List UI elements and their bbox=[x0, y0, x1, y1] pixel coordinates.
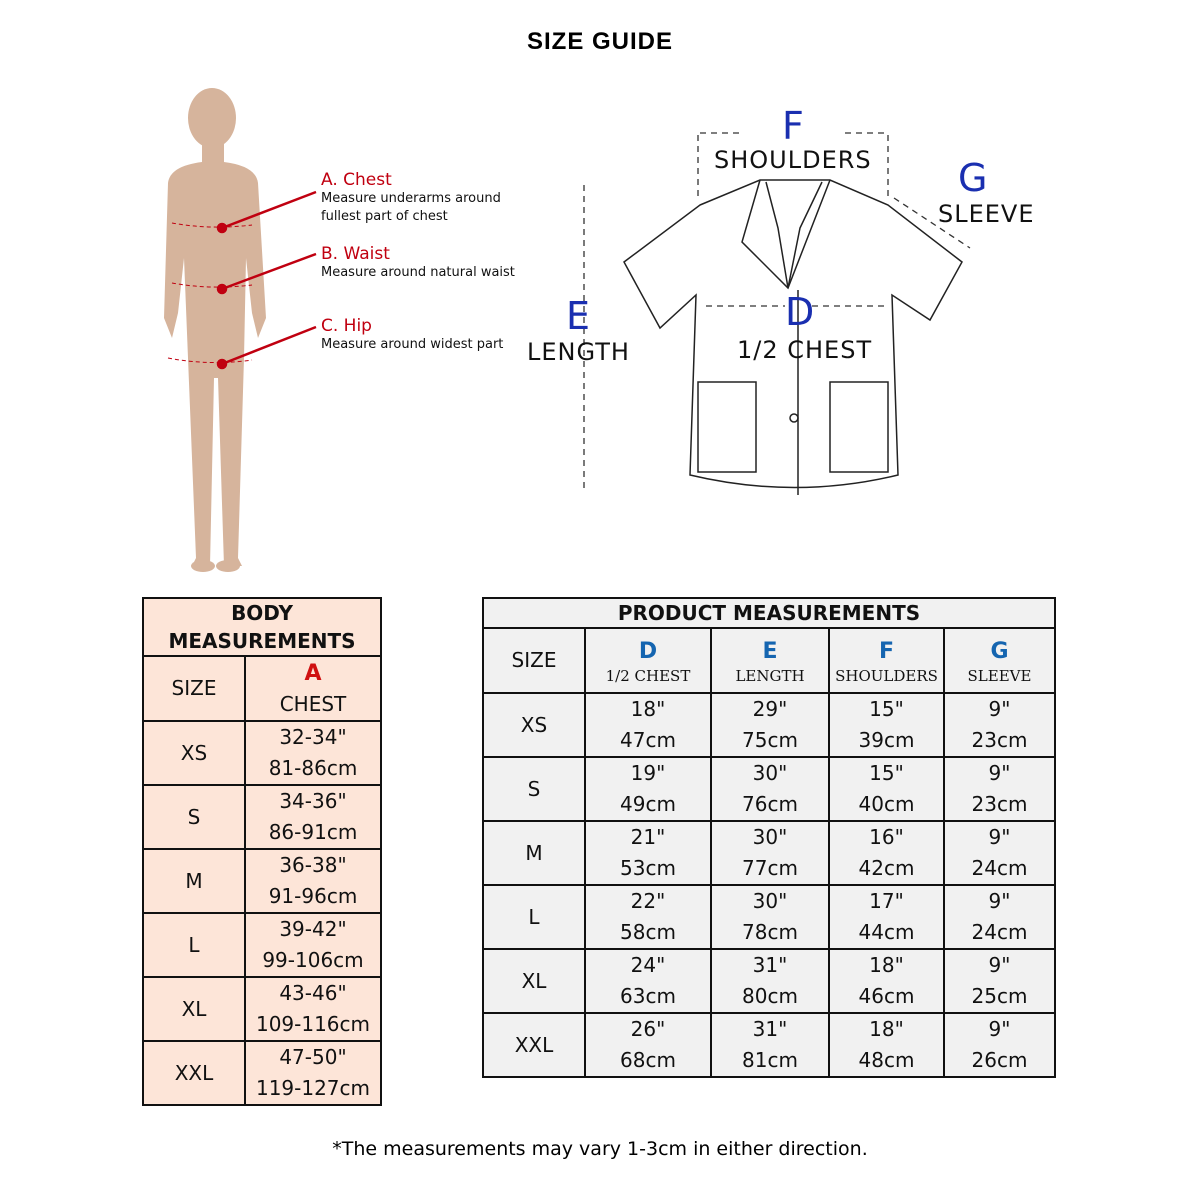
col-letter: E bbox=[762, 639, 778, 664]
table-cell bbox=[483, 821, 585, 885]
col-header bbox=[944, 628, 1055, 693]
table-cell bbox=[944, 949, 1055, 1013]
cell-value: 24cm bbox=[971, 856, 1028, 880]
annotation-desc: Measure around widest part bbox=[321, 337, 504, 352]
cell-value: 23cm bbox=[971, 792, 1028, 816]
annotation-desc: fullest part of chest bbox=[321, 209, 448, 224]
table-cell bbox=[829, 757, 944, 821]
cell-value: XL bbox=[521, 968, 547, 993]
table-row bbox=[483, 885, 1055, 949]
cell-value: 24cm bbox=[971, 920, 1028, 944]
col-letter: F bbox=[878, 639, 895, 664]
table-row bbox=[143, 913, 381, 977]
cell-value: 76cm bbox=[742, 792, 798, 816]
cell-value: S bbox=[527, 776, 541, 801]
annotation-chest bbox=[321, 170, 501, 226]
table-cell bbox=[245, 977, 381, 1041]
cell-value: 9" bbox=[988, 953, 1011, 977]
cell-value: 81-86cm bbox=[268, 756, 358, 780]
label-f: F bbox=[782, 104, 804, 148]
table-row bbox=[143, 1041, 381, 1105]
cell-value: 9" bbox=[988, 1017, 1011, 1041]
cell-value: XL bbox=[181, 996, 207, 1021]
table-row bbox=[143, 977, 381, 1041]
table-cell bbox=[483, 1013, 585, 1077]
annotation-waist bbox=[321, 244, 515, 282]
table-title: BODY MEASUREMENTS bbox=[143, 598, 381, 656]
table-cell bbox=[585, 885, 711, 949]
cell-value: 39cm bbox=[858, 728, 915, 752]
product-measurements-table bbox=[482, 597, 1056, 1078]
cell-value: 99-106cm bbox=[262, 948, 364, 972]
table-cell bbox=[829, 693, 944, 757]
table-cell bbox=[245, 1041, 381, 1105]
table-cell bbox=[711, 885, 829, 949]
cell-value: 58cm bbox=[620, 920, 676, 944]
cell-value: 77cm bbox=[742, 856, 798, 880]
cell-value: XXL bbox=[514, 1032, 554, 1057]
table-cell bbox=[944, 693, 1055, 757]
table-cell bbox=[944, 885, 1055, 949]
table-cell bbox=[483, 693, 585, 757]
col-header bbox=[585, 628, 711, 693]
cell-value: 119-127cm bbox=[255, 1076, 371, 1100]
table-cell bbox=[245, 913, 381, 977]
cell-value: 47-50" bbox=[279, 1045, 347, 1069]
cell-value: 9" bbox=[988, 825, 1011, 849]
table-cell bbox=[483, 757, 585, 821]
cell-value: 44cm bbox=[858, 920, 915, 944]
cell-value: 81cm bbox=[742, 1048, 798, 1072]
cell-value: 36-38" bbox=[279, 853, 347, 877]
cell-value: 40cm bbox=[858, 792, 915, 816]
annotation-heading: C. Hip bbox=[321, 316, 372, 336]
table-cell bbox=[143, 721, 245, 785]
table-cell bbox=[585, 821, 711, 885]
cell-value: M bbox=[185, 868, 203, 893]
cell-value: 42cm bbox=[858, 856, 915, 880]
col-name: 1/2 CHEST bbox=[605, 667, 691, 685]
page-title: SIZE GUIDE bbox=[526, 28, 674, 55]
cell-value: 48cm bbox=[858, 1048, 915, 1072]
cell-value: 26" bbox=[630, 1017, 666, 1041]
table-cell bbox=[245, 785, 381, 849]
annotation-heading: A. Chest bbox=[321, 170, 392, 190]
size-header: SIZE bbox=[483, 628, 585, 693]
cell-value: 39-42" bbox=[279, 917, 347, 941]
cell-value: 24" bbox=[630, 953, 666, 977]
table-cell bbox=[829, 1013, 944, 1077]
col-header bbox=[711, 628, 829, 693]
table-row bbox=[143, 849, 381, 913]
table-cell bbox=[829, 949, 944, 1013]
body-measurements-table bbox=[142, 597, 382, 1106]
cell-value: 16" bbox=[869, 825, 904, 849]
cell-value: 26cm bbox=[971, 1048, 1028, 1072]
cell-value: 31" bbox=[752, 1017, 788, 1041]
cell-value: 63cm bbox=[620, 984, 676, 1008]
table-row bbox=[483, 757, 1055, 821]
size-header: SIZE bbox=[143, 656, 245, 721]
col-letter: A bbox=[304, 660, 322, 686]
cell-value: 47cm bbox=[620, 728, 676, 752]
table-cell bbox=[143, 785, 245, 849]
table-row bbox=[143, 785, 381, 849]
table-cell bbox=[711, 693, 829, 757]
annotation-hip bbox=[321, 316, 503, 354]
table-cell bbox=[483, 949, 585, 1013]
cell-value: 19" bbox=[630, 761, 666, 785]
table-cell bbox=[143, 849, 245, 913]
cell-value: L bbox=[528, 904, 540, 929]
chest-header bbox=[245, 656, 381, 721]
table-cell bbox=[585, 949, 711, 1013]
col-letter: G bbox=[990, 639, 1009, 664]
cell-value: 18" bbox=[869, 1017, 904, 1041]
label-g: G bbox=[958, 156, 988, 200]
table-row bbox=[483, 821, 1055, 885]
table-cell bbox=[245, 721, 381, 785]
disclaimer-note: *The measurements may vary 1-3cm in either direction. bbox=[332, 1138, 868, 1160]
cell-value: 15" bbox=[869, 761, 904, 785]
cell-value: 22" bbox=[630, 889, 666, 913]
cell-value: 17" bbox=[869, 889, 904, 913]
cell-value: 18" bbox=[869, 953, 904, 977]
cell-value: 9" bbox=[988, 697, 1011, 721]
table-cell bbox=[711, 949, 829, 1013]
table-cell bbox=[944, 757, 1055, 821]
cell-value: 30" bbox=[752, 889, 788, 913]
table-cell bbox=[944, 821, 1055, 885]
label-e: E bbox=[566, 294, 591, 338]
table-cell bbox=[711, 757, 829, 821]
table-row bbox=[143, 721, 381, 785]
cell-value: S bbox=[187, 804, 201, 829]
cell-value: 86-91cm bbox=[268, 820, 358, 844]
cell-value: 30" bbox=[752, 761, 788, 785]
table-cell bbox=[143, 1041, 245, 1105]
cell-value: 18" bbox=[630, 697, 666, 721]
shirt-diagram bbox=[560, 120, 1000, 510]
cell-value: 53cm bbox=[620, 856, 676, 880]
cell-value: 30" bbox=[752, 825, 788, 849]
cell-value: 75cm bbox=[742, 728, 798, 752]
col-name: LENGTH bbox=[735, 667, 805, 685]
annotation-desc: Measure underarms around bbox=[321, 191, 501, 206]
col-name: CHEST bbox=[279, 691, 347, 716]
table-title: PRODUCT MEASUREMENTS bbox=[483, 598, 1055, 628]
cell-value: 25cm bbox=[971, 984, 1028, 1008]
cell-value: 15" bbox=[869, 697, 904, 721]
cell-value: XXL bbox=[174, 1060, 214, 1085]
col-name: SLEEVE bbox=[967, 667, 1032, 685]
table-cell bbox=[585, 757, 711, 821]
table-cell bbox=[143, 977, 245, 1041]
table-row bbox=[483, 693, 1055, 757]
label-half-chest: 1/2 CHEST bbox=[737, 336, 873, 364]
cell-value: 78cm bbox=[742, 920, 798, 944]
cell-value: 21" bbox=[630, 825, 666, 849]
table-row bbox=[483, 1013, 1055, 1077]
cell-value: 91-96cm bbox=[268, 884, 358, 908]
cell-value: 43-46" bbox=[279, 981, 347, 1005]
table-cell bbox=[829, 885, 944, 949]
cell-value: L bbox=[188, 932, 200, 957]
col-letter: D bbox=[638, 639, 658, 664]
cell-value: 46cm bbox=[858, 984, 915, 1008]
cell-value: 49cm bbox=[620, 792, 676, 816]
cell-value: 31" bbox=[752, 953, 788, 977]
label-sleeve: SLEEVE bbox=[938, 200, 1035, 228]
cell-value: XS bbox=[520, 712, 548, 737]
cell-value: 23cm bbox=[971, 728, 1028, 752]
cell-value: 9" bbox=[988, 761, 1011, 785]
col-header bbox=[829, 628, 944, 693]
cell-value: 34-36" bbox=[279, 789, 347, 813]
cell-value: XS bbox=[180, 740, 208, 765]
annotation-heading: B. Waist bbox=[321, 244, 390, 264]
annotation-desc: Measure around natural waist bbox=[321, 265, 515, 280]
cell-value: 80cm bbox=[742, 984, 798, 1008]
cell-value: 109-116cm bbox=[255, 1012, 371, 1036]
cell-value: 29" bbox=[752, 697, 788, 721]
table-cell bbox=[944, 1013, 1055, 1077]
table-cell bbox=[585, 693, 711, 757]
label-shoulders: SHOULDERS bbox=[714, 146, 872, 174]
table-cell bbox=[711, 1013, 829, 1077]
table-cell bbox=[829, 821, 944, 885]
cell-value: 9" bbox=[988, 889, 1011, 913]
table-cell bbox=[711, 821, 829, 885]
col-name: SHOULDERS bbox=[835, 667, 938, 685]
cell-value: 68cm bbox=[620, 1048, 676, 1072]
table-row bbox=[483, 949, 1055, 1013]
table-cell bbox=[245, 849, 381, 913]
cell-value: 32-34" bbox=[279, 725, 347, 749]
label-d: D bbox=[785, 290, 815, 334]
table-cell bbox=[483, 885, 585, 949]
table-cell bbox=[585, 1013, 711, 1077]
table-cell bbox=[143, 913, 245, 977]
cell-value: M bbox=[525, 840, 543, 865]
label-length: LENGTH bbox=[527, 338, 630, 366]
